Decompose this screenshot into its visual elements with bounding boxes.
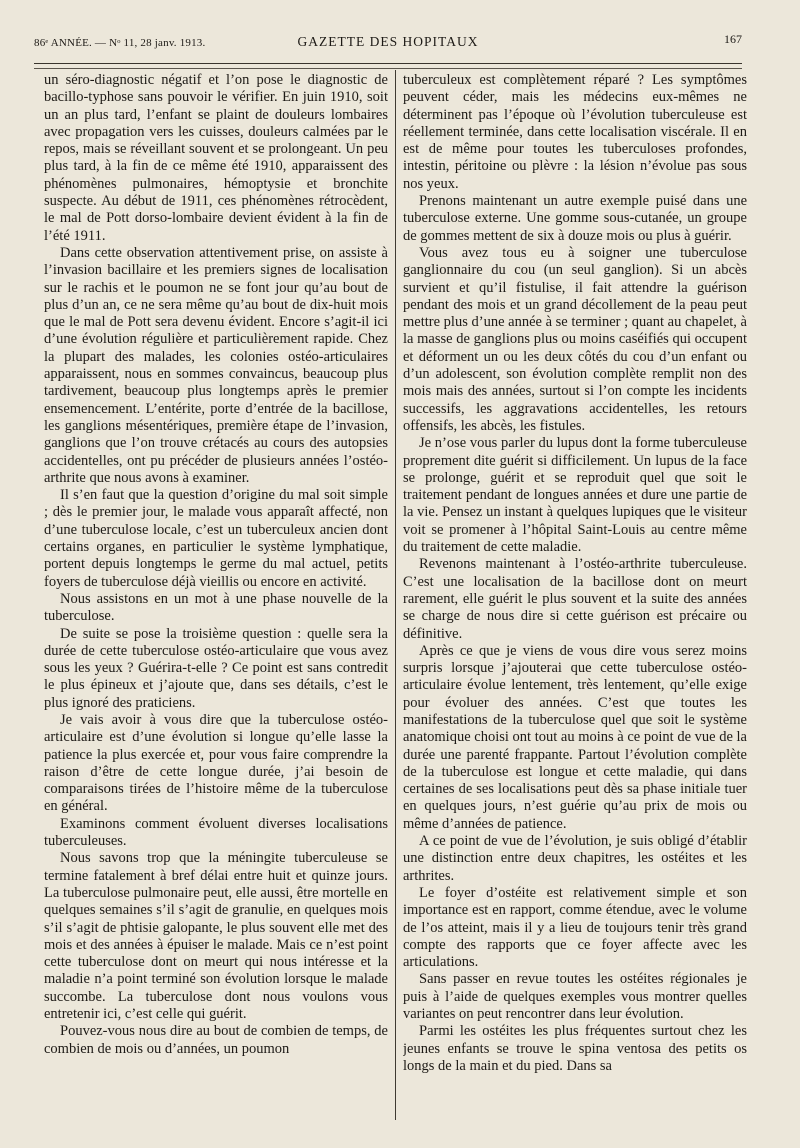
paragraph: De suite se pose la troisième question : quelle sera la durée de cette tuberculose ostéo-articulaire que vous avez sous les yeux ? Guérira-t-elle ? Ce point est sans contredit le plus épineux et j’ajoute que, dans ses détails, c’est le plus ignoré des praticiens. — [44, 625, 388, 711]
paragraph: Je vais avoir à vous dire que la tuberculose ostéo-articulaire est d’une évolution si longue qu’elle lasse la patience la plus exercée et, pour vous faire comprendre la raison d’être de cette longue durée, j’ai besoin de comparaisons tirées de l’histoire même de la tuberculose en général. — [44, 711, 388, 815]
paragraph: Le foyer d’ostéite est relativement simple et son importance est en rapport, comme étendue, avec le volume de l’os atteint, mais il y a lieu de toujours tenir très grand compte des rapports que ce foyer affecte avec les articulations. — [403, 884, 747, 971]
paragraph: Examinons comment évoluent diverses localisations tuberculeuses. — [44, 815, 388, 850]
publication-title: GAZETTE DES HOPITAUX — [297, 34, 479, 49]
column-divider — [395, 70, 396, 1120]
paragraph: Parmi les ostéites les plus fréquentes surtout chez les jeunes enfants se trouve le spina ventosa des petits os longs de la main et du pied. Dans sa — [403, 1023, 747, 1074]
paragraph: A ce point de vue de l’évolution, je suis obligé d’établir une distinction entre deux chapitres, les ostéites et les arthrites. — [403, 833, 747, 884]
paragraph: un séro-diagnostic négatif et l’on pose le diagnostic de bacillo-typhose sans pouvoir le vérifier. En juin 1910, soit un an plus tard, l’enfant se plaint de douleurs lombaires avec propagation vers les cuisses, douleurs calmées par le repos, mais se réveillant souvent et se prolongeant. Un peu plus tard, à la fin de ce même été 1910, apparaissent des phénomènes pulmonaires, hémoptysie et bronchite suspecte. Au début de 1911, ces phénomènes rétrocèdent, le mal de Pott dorso-lombaire devient évident à la fin de l’été 1911. — [44, 72, 388, 244]
issue-info: 86ᵉ ANNÉE. — Nᵒ 11, 28 janv. 1913. — [34, 37, 206, 49]
paragraph: Revenons maintenant à l’ostéo-arthrite tuberculeuse. C’est une localisation de la bacillose dont on meurt rarement, elle guérit le plus souvent et la suite des années se charge de nous dire si cette guérison est précaire ou définitive. — [403, 556, 747, 642]
right-column — [403, 72, 747, 1132]
paragraph: Il s’en faut que la question d’origine du mal soit simple ; dès le premier jour, le malade vous apparaît affecté, non d’une tuberculose locale, c’est un tuberculeux ancien dont certains organes, en particulier le système lymphatique, portent depuis longtemps le germe du mal actuel, petits foyers de tuberculose déjà vieillis ou encore en activité. — [44, 487, 388, 590]
paragraph: Sans passer en revue toutes les ostéites régionales je puis à l’aide de quelques exemples vous montrer quelles variantes on peut rencontrer dans leur évolution. — [403, 971, 747, 1023]
paragraph: Je n’ose vous parler du lupus dont la forme tuberculeuse proprement dite guérit si difficilement. Un lupus de la face se prolonge, guérit et se reproduit quel que soit le traitement pendant de longues années et dure une partie de la vie. Pensez un instant à quelques lupiques que le visiteur voit se promener à l’hôpital Saint-Louis au centre même du traitement de cette maladie. — [403, 435, 747, 556]
page-header — [34, 32, 742, 54]
header-rule-thin — [34, 68, 742, 69]
page-number: 167 — [724, 32, 742, 46]
paragraph: Pouvez-vous nous dire au bout de combien de temps, de combien de mois ou d’années, un poumon — [44, 1023, 388, 1057]
header-rule-thick — [34, 63, 742, 64]
paragraph: Nous savons trop que la méningite tuberculeuse se termine fatalement à bref délai entre huit et quinze jours. La tuberculose pulmonaire peut, elle aussi, être mortelle en quelques semaines s’il s’agit de granulie, en quelques mois s’il s’agit de phtisie galopante, le plus souvent elle met des mois et des années à épuiser le malade. Mais ce n’est point cette tuberculose dont on meurt qui nous intéresse et la maladie n’a point terminé son évolution lorsque le malade succombe. La tuberculose dont nous voulons vous entretenir ici, c’est celle qui guérit. — [44, 850, 388, 1023]
paragraph: Après ce que je viens de vous dire vous serez moins surpris lorsque j’ajouterai que cette tuberculose ostéo-articulaire évolue lentement, très lentement, qu’elle exige pour évoluer des années. C’est que toutes les manifestations de la tuberculose quel que soit le système anatomique choisi ont tout au moins à ce point de vue de la durée une parenté frappante. Partout l’évolution complète de la tuberculose est longue et cette maladie, qui dans certaines de ses localisations peut dès sa phase initiale tuer en quelques jours, n’est guérie qu’au prix de mois ou même d’années de patience. — [403, 642, 747, 832]
paragraph: Dans cette observation attentivement prise, on assiste à l’invasion bacillaire et les premiers signes de localisation sur le rachis et le poumon ne se font jour qu’au bout de plus d’un an, ce ne sera même qu’au bout de dix-huit mois que le mal de Pott sera devenu évident. Encore s’agit-il ici d’une évolution régulière et particulièrement rapide. Chez la plupart des malades, les colonies ostéo-articulaires apparaissent, nous en sommes convaincus, beaucoup plus tardivement, beaucoup plus longtemps après le premier ensemencement. L’entérite, porte d’entrée de la bacillose, les ganglions mésentériques, première étape de l’invasion, ganglions que l’on trouve crétacés au cours des autopsies accidentelles, ont pu précéder de plusieurs années l’ostéo-arthrite que nous avons à examiner. — [44, 244, 388, 486]
paragraph: Nous assistons en un mot à une phase nouvelle de la tuberculose. — [44, 590, 388, 625]
left-column — [44, 72, 388, 1132]
paragraph: Vous avez tous eu à soigner une tuberculose ganglionnaire du cou (un seul ganglion). Si un abcès survient et qu’il fistulise, il fait attendre la guérison pendant des mois et un grand décollement de la peau peut mettre plus d’une année à se terminer ; quant au chapelet, à la masse de ganglions plus ou moins caséifiés qui occupent et déforment un ou les deux côtés du cou d’un enfant ou d’un adolescent, son évolution complète remplit non des mois mais des années, surtout si l’on compte les incidents successifs, les aggravations accidentelles, les retours offensifs, les abcès, les fistules. — [403, 244, 747, 434]
paragraph: tuberculeux est complètement réparé ? Les symptômes peuvent céder, mais les médecins eux-mêmes ne déterminent pas l’époque où l’évolution tuberculeuse est réellement terminée, dans cette localisation viscérale. Il en est de même pour toutes les tuberculoses profondes, intestin, péritoine ou plèvre : la lésion n’évolue pas sous nos yeux. — [403, 72, 747, 192]
paragraph: Prenons maintenant un autre exemple puisé dans une tuberculose externe. Une gomme sous-cutanée, un groupe de gommes mettent de six à douze mois ou plus à guérir. — [403, 193, 747, 244]
